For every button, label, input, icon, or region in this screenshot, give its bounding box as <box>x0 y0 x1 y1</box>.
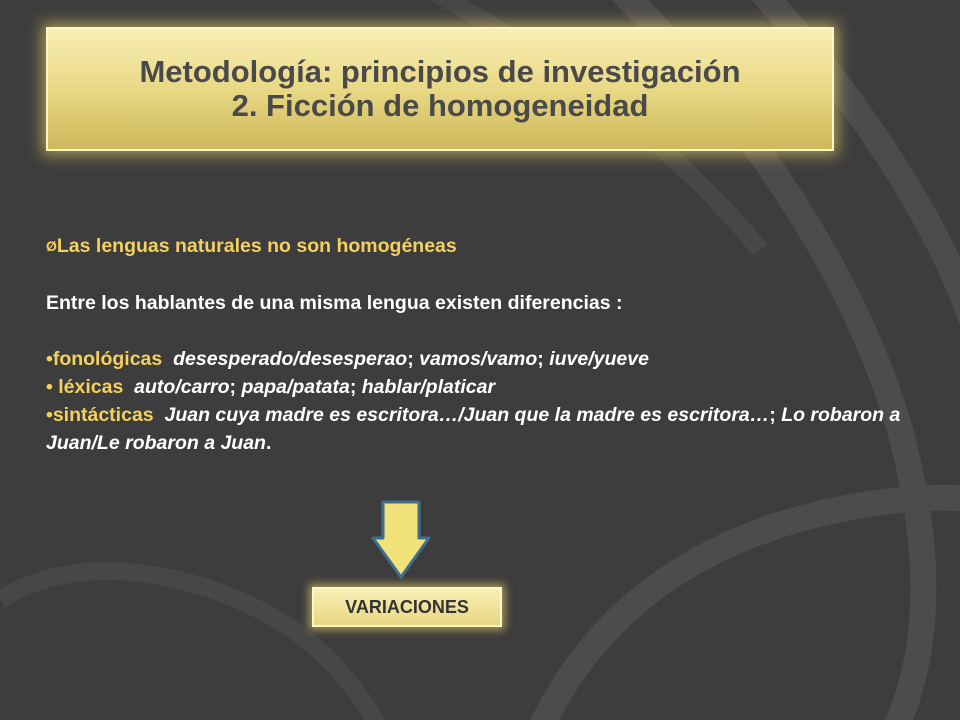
difference-list <box>46 345 936 457</box>
example-text: papa/patata <box>241 376 350 398</box>
title-line-1: Metodología: principios de investigación <box>139 54 741 89</box>
separator: ; <box>537 348 550 370</box>
content-body <box>46 232 936 457</box>
category-label: sintácticas <box>52 404 154 426</box>
heading-text: Las lenguas naturales no son homogéneas <box>56 235 457 257</box>
arrowhead-bullet-icon: Ø <box>46 238 57 254</box>
category-label: fonológicas <box>52 348 163 370</box>
spacer <box>46 261 936 289</box>
example-text: auto/carro <box>134 376 230 398</box>
separator: ; <box>229 376 242 398</box>
separator: ; <box>349 376 362 398</box>
difference-item <box>46 373 936 401</box>
category-label: léxicas <box>58 376 124 398</box>
example-text: vamos/vamo <box>419 348 538 370</box>
bullet-marker: • <box>46 348 53 370</box>
example-text: Lo robaron a Juan/Le robaron a Juan <box>46 404 901 454</box>
heading-line <box>46 232 936 261</box>
spacer <box>46 317 936 345</box>
difference-item <box>46 345 936 373</box>
example-text: hablar/platicar <box>361 376 496 398</box>
intro-text: Entre los hablantes de una misma lengua existen diferencias : <box>46 292 623 314</box>
separator: . <box>265 432 272 454</box>
separator: ; <box>769 404 782 426</box>
title-box <box>46 27 834 151</box>
bullet-marker: • <box>46 404 53 426</box>
separator: ; <box>407 348 420 370</box>
title-line-2: 2. Ficción de homogeneidad <box>231 88 649 123</box>
example-text: Juan cuya madre es escritora…/Juan que la madre es escritora… <box>164 404 770 426</box>
bullet-marker: • <box>46 376 59 398</box>
variaciones-label: VARIACIONES <box>345 596 469 617</box>
example-text: desesperado/desesperao <box>173 348 408 370</box>
variaciones-box <box>312 587 502 627</box>
difference-item <box>46 401 936 457</box>
example-text: iuve/yueve <box>549 348 649 370</box>
down-arrow-icon <box>371 500 431 580</box>
